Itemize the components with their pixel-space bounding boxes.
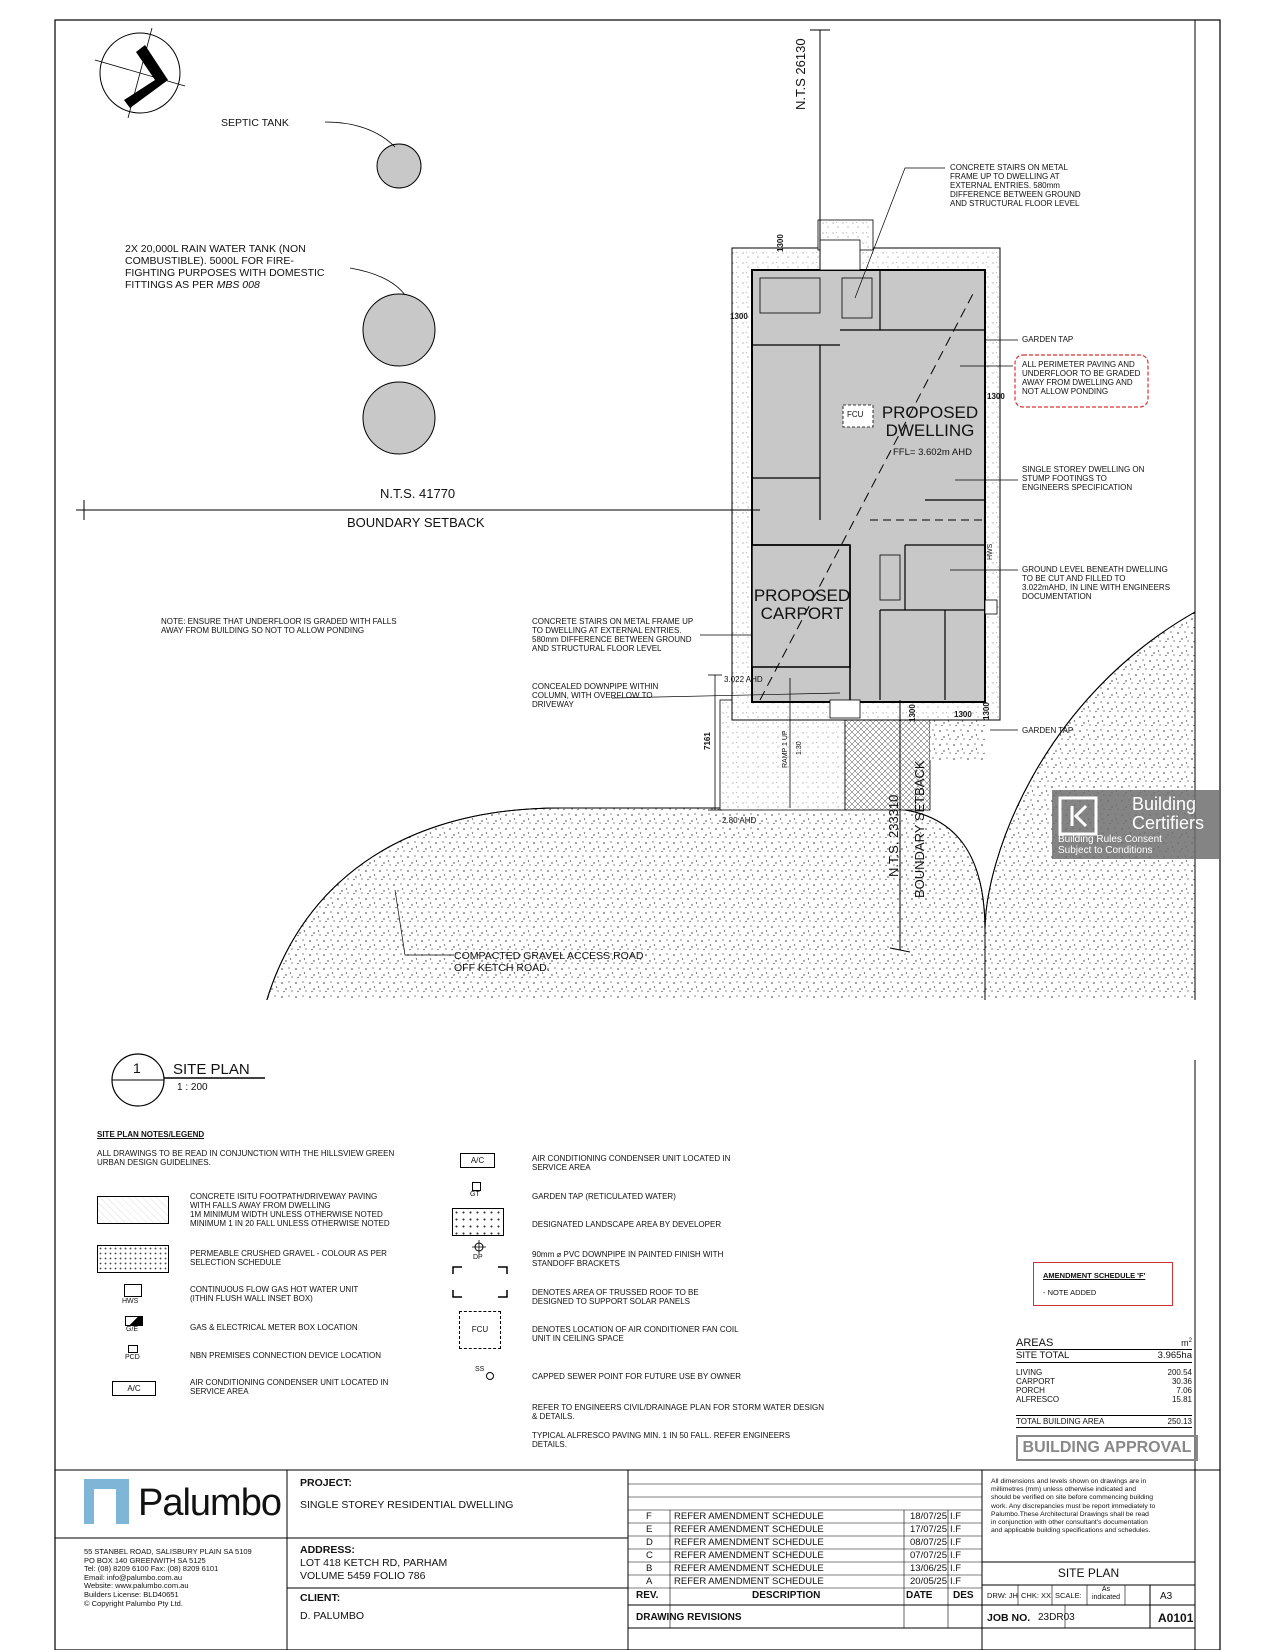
note-stairs-mid: CONCRETE STAIRS ON METAL FRAME UP TO DWELLING AT EXTERNAL ENTRIES. 580mm DIFFERENCE BETWEEN GROUND AND STRUCTURAL FLOOR LEVEL xyxy=(532,617,694,653)
dim-1300: 1300 xyxy=(982,702,991,720)
dim-1300: 1300 xyxy=(954,710,972,719)
note-single-storey: SINGLE STOREY DWELLING ON STUMP FOOTINGS TO ENGINEERS SPECIFICATION xyxy=(1022,465,1145,492)
legend-item: DESIGNATED LANDSCAPE AREA BY DEVELOPER xyxy=(532,1220,722,1229)
level-3022: 3.022 AHD xyxy=(724,675,763,684)
nts-bottom-dimension: N.T.S. 233310 xyxy=(886,794,901,877)
proposed-dwelling-label: PROPOSED DWELLING xyxy=(881,403,979,440)
client-name: D. PALUMBO xyxy=(300,1610,364,1622)
note-perimeter-paving: ALL PERIMETER PAVING AND UNDERFLOOR TO BE GRADED AWAY FROM DWELLING AND NOT ALLOW PONDING xyxy=(1022,360,1141,396)
palumbo-logo-icon xyxy=(84,1479,129,1524)
des-header: DES xyxy=(953,1590,974,1601)
legend-item: DENOTES AREA OF TRUSSED ROOF TO BE DESIGNED TO SUPPORT SOLAR PANELS xyxy=(532,1288,699,1306)
note-garden-tap: GARDEN TAP xyxy=(1022,726,1074,735)
site-address: LOT 418 KETCH RD, PARHAM VOLUME 5459 FOLIO 786 xyxy=(300,1557,448,1582)
legend-item: AIR CONDITIONING CONDENSER UNIT LOCATED IN SERVICE AREA xyxy=(190,1378,389,1396)
view-title: SITE PLAN xyxy=(173,1061,250,1078)
revision-row: D REFER AMENDMENT SCHEDULE 08/07/25 I.F xyxy=(646,1537,962,1548)
legend-item: CAPPED SEWER POINT FOR FUTURE USE BY OWNER xyxy=(532,1372,742,1381)
revision-row: A REFER AMENDMENT SCHEDULE 20/05/25 I.F xyxy=(646,1576,962,1587)
scale-label: SCALE: xyxy=(1055,1591,1082,1600)
disclaimer: All dimensions and levels shown on drawings are in millimetres (mm) unless otherwise indicated and should be verified on site before commencing building work. Any discrepancies must be report immediately to Palumbo.These Architectural Drawings shall be read in conjunction with other consultant's documentation and applicable building specifications and schedules. xyxy=(991,1478,1156,1535)
sheet-size: A3 xyxy=(1160,1591,1173,1602)
rain-tank-label: 2X 20,000L RAIN WATER TANK (NON COMBUSTIBLE). 5000L FOR FIRE- FIGHTING PURPOSES WITH DOMESTIC FITTINGS AS PER MBS 008 xyxy=(125,243,325,291)
note-underfloor: NOTE: ENSURE THAT UNDERFLOOR IS GRADED WITH FALLS AWAY FROM BUILDING SO NOT TO ALLOW PONDING xyxy=(161,617,397,635)
nts-left-dimension: N.T.S. 41770 xyxy=(380,486,456,501)
legend-item: CONCRETE ISITU FOOTPATH/DRIVEWAY PAVING WITH FALLS AWAY FROM DWELLING 1M MINIMUM WIDTH UNLESS OTHERWISE NOTED MINIMUM 1 IN 20 FALL UNLESS OTHERWISE NOTED xyxy=(190,1192,390,1228)
revision-row: B REFER AMENDMENT SCHEDULE 13/06/25 I.F xyxy=(646,1563,962,1574)
view-number: 1 xyxy=(133,1060,141,1076)
legend-item: AIR CONDITIONING CONDENSER UNIT LOCATED IN SERVICE AREA xyxy=(532,1154,731,1172)
ffl-label: FFL= 3.602m AHD xyxy=(893,447,972,458)
sheet-number: A0101 xyxy=(1158,1611,1194,1625)
note-access-road: COMPACTED GRAVEL ACCESS ROAD OFF KETCH ROAD. xyxy=(454,950,644,974)
sewer-icon: SS xyxy=(475,1366,485,1373)
job-number-label: JOB NO. xyxy=(987,1612,1031,1624)
boundary-setback-left: BOUNDARY SETBACK xyxy=(347,515,485,530)
ramp-label: RAMP 1 UP xyxy=(782,730,789,768)
legend-item: 90mm ⌀ PVC DOWNPIPE IN PAINTED FINISH WITH STANDOFF BRACKETS xyxy=(532,1250,724,1268)
note-garden-tap: GARDEN TAP xyxy=(1022,335,1074,344)
dim-1300: 1300 xyxy=(987,392,1005,401)
ac-icon: A/C xyxy=(460,1153,495,1168)
revision-row: C REFER AMENDMENT SCHEDULE 07/07/25 I.F xyxy=(646,1550,962,1561)
company-address: 55 STANBEL ROAD, SALISBURY PLAIN SA 5109 PO BOX 140 GREENWITH SA 5125 Tel: (08) 8209 6100 Fax: (08) 8209 6101 Email: info@palumbo.com.au Website: www.palumbo.com.au Builders License: BLD40651 © Copyright Palumbo Pty Ltd. xyxy=(84,1547,252,1608)
legend-item: REFER TO ENGINEERS CIVIL/DRAINAGE PLAN FOR STORM WATER DESIGN & DETAILS. xyxy=(532,1403,825,1421)
legend-heading: SITE PLAN NOTES/LEGEND xyxy=(97,1130,205,1139)
sheet-title: SITE PLAN xyxy=(1057,1566,1120,1580)
company-name: Palumbo xyxy=(138,1482,281,1524)
dim-1300: 1300 xyxy=(908,704,917,722)
drawn-by: DRW: JH xyxy=(987,1591,1018,1600)
note-ground-level: GROUND LEVEL BENEATH DWELLING TO BE CUT AND FILLED TO 3.022mAHD, IN LINE WITH ENGINEERS DOCUMENTATION xyxy=(1022,565,1171,601)
note-stairs-top: CONCRETE STAIRS ON METAL FRAME UP TO DWELLING AT EXTERNAL ENTRIES. 580mm DIFFERENCE BETWEEN GROUND AND STRUCTURAL FLOOR LEVEL xyxy=(950,163,1081,208)
project-label: PROJECT: xyxy=(300,1477,352,1489)
certifier-stamp: Building Certifiers Building Rules Consent Subject to Conditions xyxy=(1052,790,1220,859)
dim-7161: 7161 xyxy=(703,732,712,750)
hws-label: HWS xyxy=(987,543,994,560)
ac-icon: A/C xyxy=(112,1381,156,1396)
drawing-revisions-label: DRAWING REVISIONS xyxy=(636,1612,742,1623)
proposed-carport-label: PROPOSED CARPORT xyxy=(753,586,851,623)
rev-header: REV. xyxy=(636,1590,659,1601)
dim-1300: 1300 xyxy=(730,312,748,321)
amendment-schedule-box: AMENDMENT SCHEDULE 'F' - NOTE ADDED xyxy=(1033,1262,1173,1306)
building-approval-stamp: BUILDING APPROVAL xyxy=(1016,1435,1198,1461)
legend-item: NBN PREMISES CONNECTION DEVICE LOCATION xyxy=(190,1351,381,1360)
dim-1300: 1300 xyxy=(776,234,785,252)
revision-row: F REFER AMENDMENT SCHEDULE 18/07/25 I.F xyxy=(646,1511,962,1522)
ramp-slope-label: 1:30 xyxy=(796,741,803,755)
boundary-setback-bottom: BOUNDARY SETBACK xyxy=(912,760,927,898)
legend-intro: ALL DRAWINGS TO BE READ IN CONJUNCTION WITH THE HILLSVIEW GREEN URBAN DESIGN GUIDELINES. xyxy=(97,1149,395,1167)
legend-item: TYPICAL ALFRESCO PAVING MIN. 1 IN 50 FALL. REFER ENGINEERS DETAILS. xyxy=(532,1431,791,1449)
description-header: DESCRIPTION xyxy=(752,1590,821,1601)
project-name: SINGLE STOREY RESIDENTIAL DWELLING xyxy=(300,1499,514,1511)
client-label: CLIENT: xyxy=(300,1592,341,1604)
revision-row: E REFER AMENDMENT SCHEDULE 17/07/25 I.F xyxy=(646,1524,962,1535)
septic-tank-label: SEPTIC TANK xyxy=(221,117,289,129)
nts-top-dimension: N.T.S 26130 xyxy=(793,38,808,110)
level-280: 2.80 AHD xyxy=(722,816,757,825)
view-scale: 1 : 200 xyxy=(177,1082,208,1093)
checked-by: CHK: XX xyxy=(1021,1591,1052,1600)
areas-table: AREAS $m^2$ SITE TOTAL 3.965ha LIVING 200.54 CARPORT 30.36 PORCH 7.06 ALFRESCO 15.81 TOTAL BUILDING AREA 250.13 xyxy=(1016,1337,1192,1426)
note-downpipe: CONCEALED DOWNPIPE WITHIN COLUMN, WITH OVERFLOW TO DRIVEWAY xyxy=(532,682,659,709)
legend-item: DENOTES LOCATION OF AIR CONDITIONER FAN COIL UNIT IN CEILING SPACE xyxy=(532,1325,739,1343)
job-number: 23DR03 xyxy=(1038,1612,1075,1623)
address-label: ADDRESS: xyxy=(300,1544,355,1556)
legend-item: GAS & ELECTRICAL METER BOX LOCATION xyxy=(190,1323,358,1332)
date-header: DATE xyxy=(906,1590,933,1601)
fcu-label: FCU xyxy=(847,410,864,419)
legend-item: PERMEABLE CRUSHED GRAVEL - COLOUR AS PER SELECTION SCHEDULE xyxy=(190,1249,387,1267)
legend-item: CONTINUOUS FLOW GAS HOT WATER UNIT (ITHIN FLUSH WALL INSET BOX) xyxy=(190,1285,359,1303)
scale-value: As indicated xyxy=(1091,1586,1121,1601)
legend-item: GARDEN TAP (RETICULATED WATER) xyxy=(532,1192,676,1201)
fcu-icon: FCU xyxy=(459,1311,501,1349)
